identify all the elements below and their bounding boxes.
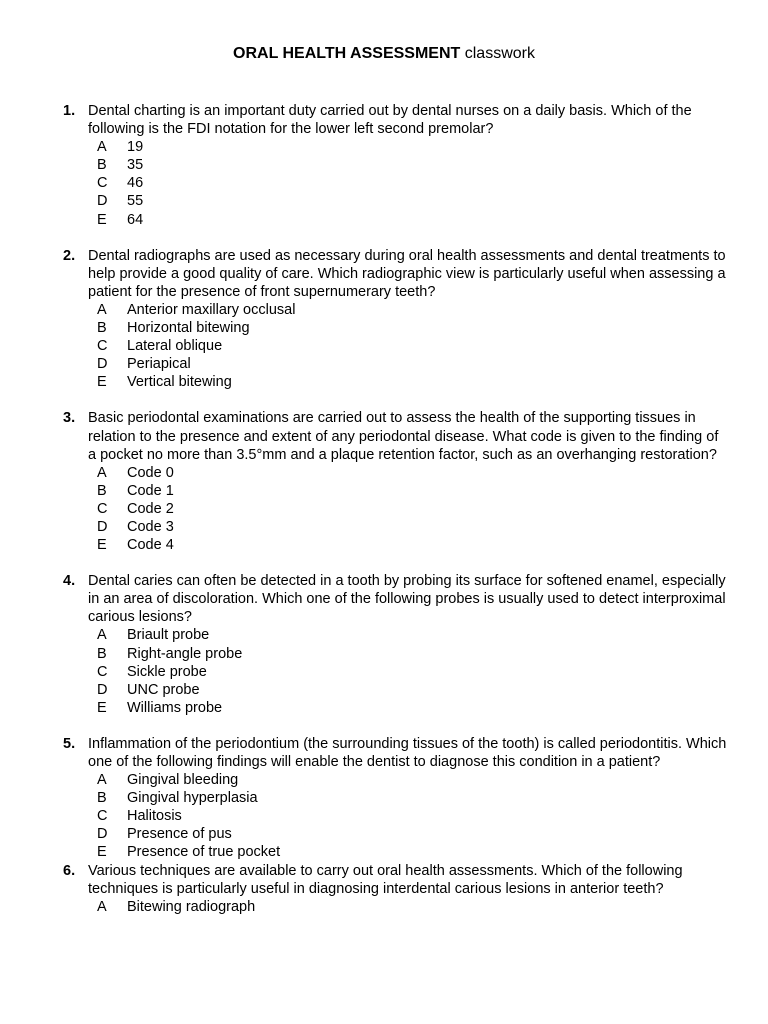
option-letter: D <box>97 681 108 698</box>
option-letter: E <box>97 537 107 554</box>
option-e <box>0 211 768 229</box>
title-suffix: classwork <box>460 45 535 62</box>
option-letter: B <box>97 790 107 807</box>
option-text: Lateral oblique <box>127 338 223 355</box>
question-number: 2. <box>63 247 76 264</box>
option-d <box>0 825 768 843</box>
question-2 <box>0 247 768 392</box>
option-list <box>0 626 768 716</box>
option-list <box>0 898 768 916</box>
option-b <box>0 645 768 663</box>
option-a <box>0 898 768 916</box>
option-c <box>0 663 768 681</box>
option-list <box>0 771 768 861</box>
option-d <box>0 681 768 699</box>
option-c <box>0 337 768 355</box>
option-text: Code 0 <box>127 464 174 481</box>
option-letter: B <box>97 157 107 174</box>
option-letter: C <box>97 500 108 517</box>
question-list <box>0 102 768 916</box>
option-text: Sickle probe <box>127 663 207 680</box>
option-letter: D <box>97 518 108 535</box>
question-text: Dental charting is an important duty carried out by dental nurses on a daily basis. Which of the following is the FDI notation for the lower left second premolar? <box>88 103 692 138</box>
option-letter: C <box>97 175 108 192</box>
option-letter: A <box>97 772 107 789</box>
question-number: 4. <box>63 573 76 590</box>
question-number: 6. <box>63 862 76 879</box>
option-list <box>0 138 768 228</box>
option-e <box>0 373 768 391</box>
option-letter: A <box>97 898 107 915</box>
option-text: Code 2 <box>127 500 174 517</box>
option-text: Halitosis <box>127 808 182 825</box>
option-letter: D <box>97 193 108 210</box>
option-letter: C <box>97 808 108 825</box>
option-text: 55 <box>127 193 144 210</box>
option-letter: A <box>97 464 107 481</box>
question-number: 1. <box>63 103 76 119</box>
option-c <box>0 174 768 192</box>
option-text: Gingival bleeding <box>127 772 239 789</box>
option-letter: E <box>97 211 107 228</box>
option-letter: A <box>97 627 107 644</box>
question-5 <box>0 735 768 862</box>
option-letter: A <box>97 301 107 318</box>
option-text: Code 3 <box>127 518 174 535</box>
option-b <box>0 156 768 174</box>
option-letter: E <box>97 374 107 391</box>
page-title <box>0 44 768 64</box>
option-text: Bitewing radiograph <box>127 898 256 915</box>
option-text: Briault probe <box>127 627 210 644</box>
option-e <box>0 843 768 861</box>
option-text: 19 <box>127 139 144 156</box>
question-text: Dental radiographs are used as necessary during oral health assessments and dental treatments to help provide a good quality of care. Which radiographic view is particularly useful when assessing a patient for the presence of front supernumerary teeth? <box>88 247 726 300</box>
option-d <box>0 355 768 373</box>
option-text: Presence of pus <box>127 826 232 843</box>
option-text: 64 <box>127 211 144 228</box>
option-letter: D <box>97 826 108 843</box>
question-number: 3. <box>63 410 76 427</box>
option-a <box>0 626 768 644</box>
option-letter: E <box>97 699 107 716</box>
option-text: 46 <box>127 175 144 192</box>
option-text: Gingival hyperplasia <box>127 790 258 807</box>
option-letter: E <box>97 844 107 861</box>
option-text: UNC probe <box>127 681 200 698</box>
option-a <box>0 771 768 789</box>
option-text: Periapical <box>127 356 191 373</box>
option-letter: B <box>97 320 107 337</box>
question-text: Inflammation of the periodontium (the surrounding tissues of the tooth) is called periodontitis. Which one of the following findings will enable the dentist to diagnose this condition in a patient? <box>88 735 727 770</box>
option-letter: B <box>97 645 107 662</box>
option-b <box>0 482 768 500</box>
question-text: Basic periodontal examinations are carried out to assess the health of the supporting tissues in relation to the presence and extent of any periodontal disease. What code is given to the finding of a pocket no more than 3.5°mm and a plaque retention factor, such as an overhanging restoration? <box>88 410 719 463</box>
option-e <box>0 536 768 554</box>
question-text: Various techniques are available to carry out oral health assessments. Which of the following techniques is particularly useful in diagnosing interdental carious lesions in anterior teeth? <box>88 862 683 897</box>
option-text: 35 <box>127 157 144 174</box>
option-list <box>0 301 768 391</box>
question-4 <box>0 572 768 717</box>
option-c <box>0 807 768 825</box>
option-text: Vertical bitewing <box>127 374 232 391</box>
question-1 <box>0 102 768 229</box>
option-text: Williams probe <box>127 699 223 716</box>
option-e <box>0 699 768 717</box>
option-letter: B <box>97 482 107 499</box>
option-text: Anterior maxillary occlusal <box>127 301 296 318</box>
option-letter: C <box>97 338 108 355</box>
option-text: Right-angle probe <box>127 645 243 662</box>
option-text: Code 4 <box>127 537 174 554</box>
option-text: Horizontal bitewing <box>127 320 250 337</box>
question-text: Dental caries can often be detected in a tooth by probing its surface for softened enamel, especially in an area of discoloration. Which one of the following probes is usually used to detect interproximal carious lesions? <box>88 573 726 626</box>
option-a <box>0 138 768 156</box>
option-letter: A <box>97 139 107 156</box>
option-b <box>0 789 768 807</box>
option-d <box>0 192 768 210</box>
title-bold: ORAL HEALTH ASSESSMENT <box>233 45 461 62</box>
option-letter: C <box>97 663 108 680</box>
question-number: 5. <box>63 735 76 752</box>
option-d <box>0 518 768 536</box>
option-b <box>0 319 768 337</box>
option-c <box>0 500 768 518</box>
option-text: Presence of true pocket <box>127 844 281 861</box>
option-a <box>0 301 768 319</box>
question-6 <box>0 862 768 916</box>
option-list <box>0 464 768 554</box>
question-3 <box>0 409 768 554</box>
option-text: Code 1 <box>127 482 174 499</box>
option-a <box>0 464 768 482</box>
option-letter: D <box>97 356 108 373</box>
